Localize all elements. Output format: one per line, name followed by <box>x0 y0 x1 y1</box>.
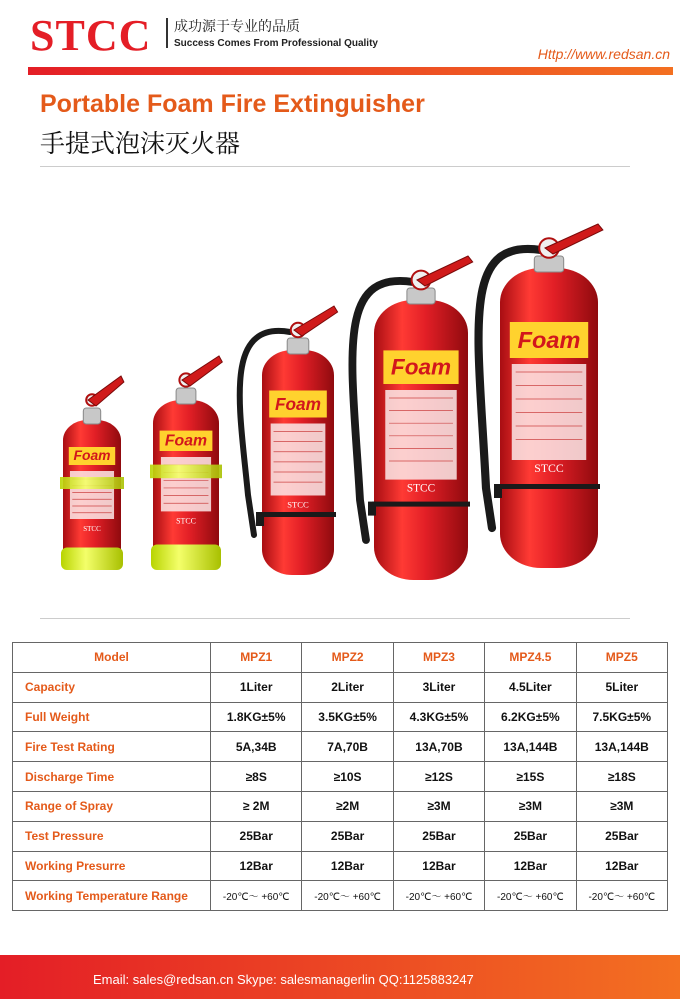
nozzle-holder <box>368 502 376 516</box>
table-cell: ≥3M <box>485 791 576 821</box>
table-cell: ≥ 2M <box>211 791 302 821</box>
row-label: Capacity <box>13 672 211 702</box>
table-cell: 6.2KG±5% <box>485 702 576 732</box>
table-cell: 4.3KG±5% <box>393 702 484 732</box>
footer-contact: Email: sales@redsan.cn Skype: salesmanagerlin QQ:1125883247 <box>93 972 474 987</box>
header-cell-model: Model <box>13 643 211 673</box>
valve-neck <box>176 388 196 404</box>
table-cell: 1.8KG±5% <box>211 702 302 732</box>
table-row <box>13 702 668 732</box>
table-cell: 5A,34B <box>211 732 302 762</box>
instruction-panel <box>512 364 586 460</box>
valve-handle <box>294 306 338 336</box>
table-cell: ≥12S <box>393 762 484 792</box>
row-label: Working Temperature Range <box>13 881 211 911</box>
brand-logo: STCC <box>30 11 152 60</box>
table-cell: -20℃～ +60℃ <box>302 881 393 911</box>
table-cell: 12Bar <box>576 851 667 881</box>
row-label: Full Weight <box>13 702 211 732</box>
table-cell: 7A,70B <box>302 732 393 762</box>
bracket-strap <box>498 484 600 489</box>
table-cell: 2Liter <box>302 672 393 702</box>
header-cell-mpz5: MPZ5 <box>576 643 667 673</box>
header-cell-mpz1: MPZ1 <box>211 643 302 673</box>
table-cell: 13A,70B <box>393 732 484 762</box>
table-cell: ≥2M <box>302 791 393 821</box>
foam-label-text: Foam <box>390 354 452 380</box>
table-cell: 7.5KG±5% <box>576 702 667 732</box>
base-ring <box>61 548 123 571</box>
bracket-strap <box>60 477 124 489</box>
nozzle-holder <box>256 512 264 526</box>
website-url[interactable]: Http://www.redsan.cn <box>537 46 670 62</box>
brand-mark: STCC <box>83 525 101 533</box>
table-cell: 12Bar <box>485 851 576 881</box>
row-label: Fire Test Rating <box>13 732 211 762</box>
table-cell: 25Bar <box>302 821 393 851</box>
table-cell: 12Bar <box>211 851 302 881</box>
slogan-english: Success Comes From Professional Quality <box>174 38 378 49</box>
base-ring <box>151 545 221 571</box>
valve-neck <box>83 408 100 424</box>
table-cell: -20℃～ +60℃ <box>485 881 576 911</box>
row-label: Working Presurre <box>13 851 211 881</box>
table-cell: ≥18S <box>576 762 667 792</box>
row-label: Range of Spray <box>13 791 211 821</box>
brand-mark: STCC <box>534 462 564 475</box>
table-cell: 25Bar <box>576 821 667 851</box>
valve-handle <box>88 376 124 406</box>
table-cell: 12Bar <box>302 851 393 881</box>
instruction-panel <box>385 390 456 480</box>
table-cell: 3Liter <box>393 672 484 702</box>
foam-label-text: Foam <box>164 432 208 450</box>
table-cell: ≥3M <box>393 791 484 821</box>
header-cell-mpz4-5: MPZ4.5 <box>485 643 576 673</box>
table-cell: 4.5Liter <box>485 672 576 702</box>
table-cell: -20℃～ +60℃ <box>576 881 667 911</box>
bracket-strap <box>372 502 470 507</box>
title-divider <box>40 166 630 167</box>
table-cell: 25Bar <box>211 821 302 851</box>
foam-label-text: Foam <box>73 446 111 463</box>
header-cell-mpz2: MPZ2 <box>302 643 393 673</box>
brand-mark: STCC <box>287 499 309 510</box>
valve-neck <box>287 338 309 354</box>
table-cell: 25Bar <box>485 821 576 851</box>
instruction-panel <box>271 424 326 496</box>
foam-label-text: Foam <box>274 393 322 414</box>
table-row <box>13 851 668 881</box>
image-divider <box>40 618 630 619</box>
slogan-chinese: 成功源于专业的品质 <box>174 19 300 35</box>
page-title-chinese: 手提式泡沫灭火器 <box>40 129 241 158</box>
table-cell: ≥3M <box>576 791 667 821</box>
table-row <box>13 821 668 851</box>
table-cell: -20℃～ +60℃ <box>393 881 484 911</box>
table-cell: -20℃～ +60℃ <box>211 881 302 911</box>
table-cell: 3.5KG±5% <box>302 702 393 732</box>
table-cell: 13A,144B <box>576 732 667 762</box>
table-row <box>13 881 668 911</box>
bracket-strap <box>150 465 222 479</box>
brand-mark: STCC <box>406 482 436 495</box>
table-cell: 5Liter <box>576 672 667 702</box>
header-red-bar <box>28 67 673 75</box>
bracket-strap <box>260 512 336 517</box>
table-row <box>13 791 668 821</box>
header-divider <box>166 18 168 48</box>
brand-mark: STCC <box>176 516 196 526</box>
table-row <box>13 672 668 702</box>
table-cell: 25Bar <box>393 821 484 851</box>
product-image <box>0 180 680 600</box>
row-label: Test Pressure <box>13 821 211 851</box>
table-row <box>13 732 668 762</box>
table-row <box>13 762 668 792</box>
nozzle-holder <box>494 484 502 498</box>
page-title-english: Portable Foam Fire Extinguisher <box>40 90 425 118</box>
row-label: Discharge Time <box>13 762 211 792</box>
table-cell: 1Liter <box>211 672 302 702</box>
table-cell: 13A,144B <box>485 732 576 762</box>
table-cell: ≥8S <box>211 762 302 792</box>
table-cell: ≥10S <box>302 762 393 792</box>
table-cell: 12Bar <box>393 851 484 881</box>
foam-label-text: Foam <box>517 326 581 353</box>
valve-handle <box>182 356 222 386</box>
table-header-row <box>13 643 668 673</box>
header-cell-mpz3: MPZ3 <box>393 643 484 673</box>
spec-table <box>12 642 668 911</box>
table-cell: ≥15S <box>485 762 576 792</box>
